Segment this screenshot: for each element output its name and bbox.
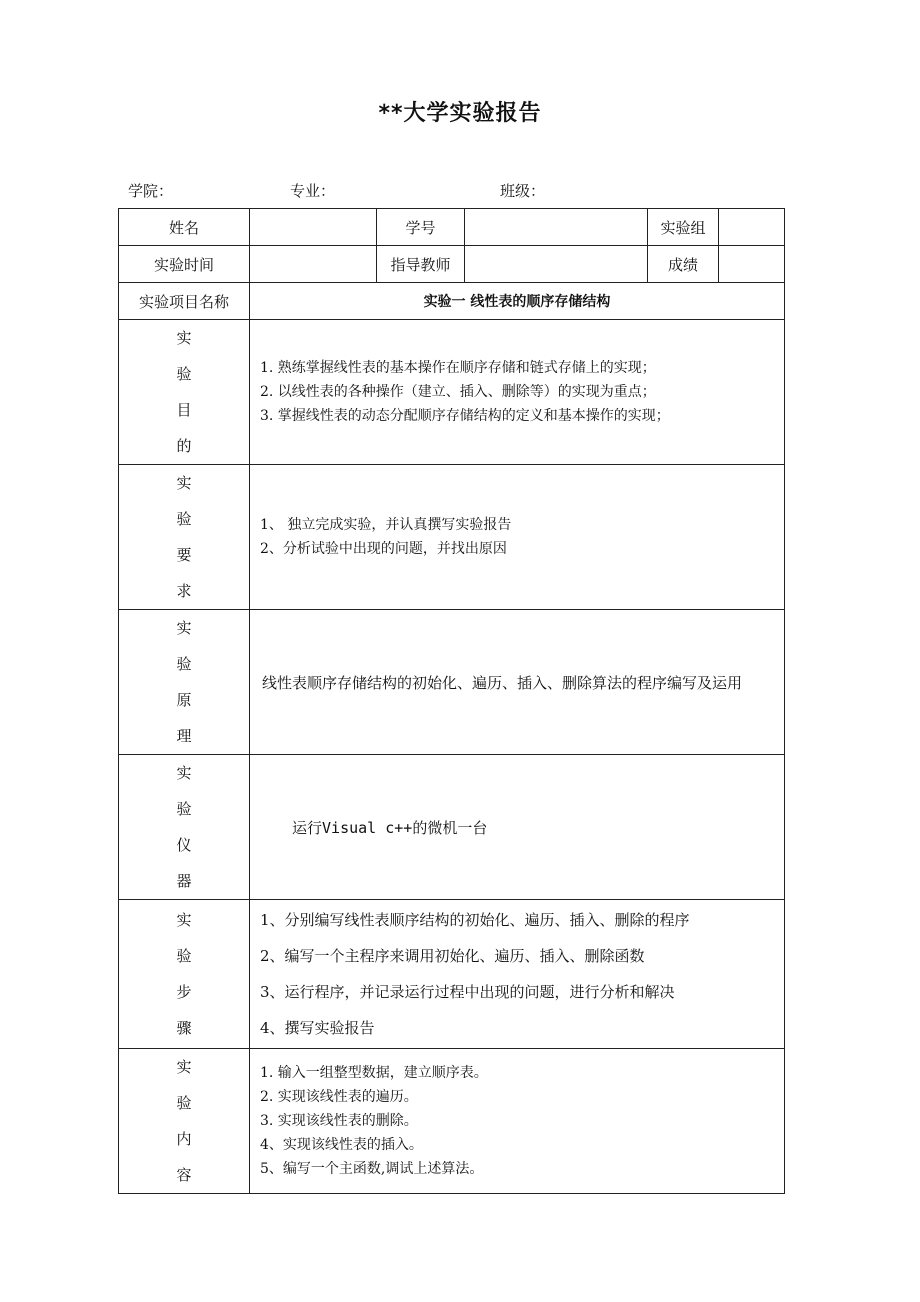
row-instrument [119,755,785,900]
content-label-char: 实 [176,1058,192,1076]
name-value-cell[interactable] [250,209,377,246]
requirement-content [250,465,785,610]
requirement-label-char: 求 [176,582,192,600]
instrument-text-code: Visual c++ [322,818,413,837]
purpose-line: 1. 熟练掌握线性表的基本操作在顺序存储和链式存储上的实现； [260,360,656,376]
principle-label-char: 验 [176,655,192,673]
report-table [118,208,785,1194]
content-label-char: 容 [176,1166,192,1184]
row-steps [119,900,785,1049]
score-value-cell[interactable] [719,246,785,283]
purpose-label-char: 验 [176,365,192,383]
instrument-label-char: 验 [176,800,192,818]
purpose-label [119,320,250,465]
instrument-label-char: 器 [176,872,192,890]
row-content [119,1049,785,1194]
project-label: 实验项目名称 [119,283,250,320]
purpose-line: 2. 以线性表的各种操作（建立、插入、删除等）的实现为重点； [260,384,656,400]
purpose-content [250,320,785,465]
instructor-label: 指导教师 [377,246,465,283]
purpose-label-char: 目 [176,401,192,419]
content-line: 1. 输入一组整型数据，建立顺序表。 [260,1065,488,1081]
steps-line: 2、编写一个主程序来调用初始化、遍历、插入、删除函数 [260,947,645,965]
principle-label-char: 理 [176,727,192,745]
content-line: 3. 实现该线性表的删除。 [260,1113,418,1129]
instrument-content [250,755,785,900]
content-line: 5、编写一个主函数,调试上述算法。 [260,1161,484,1177]
row-project [119,283,785,320]
steps-label-char: 骤 [176,1019,192,1037]
requirement-label-char: 要 [176,546,192,564]
requirement-label-char: 实 [176,474,192,492]
instructor-value-cell[interactable] [465,246,648,283]
steps-label-char: 验 [176,947,192,965]
project-value: 实验一 线性表的顺序存储结构 [250,283,785,320]
steps-line: 1、分别编写线性表顺序结构的初始化、遍历、插入、删除的程序 [260,911,690,929]
instrument-label [119,755,250,900]
page-title: **大学实验报告 [378,101,542,126]
instrument-text-suffix: 的微机一台 [412,818,488,837]
requirement-line: 2、分析试验中出现的问题，并找出原因 [260,541,507,557]
principle-label-char: 原 [176,691,192,709]
row-name [119,209,785,246]
student-id-label: 学号 [377,209,465,246]
instrument-text-prefix: 运行 [292,818,323,837]
time-value-cell[interactable] [250,246,377,283]
steps-label-char: 步 [176,983,192,1001]
instrument-text [260,817,784,838]
requirement-label [119,465,250,610]
steps-line: 4、撰写实验报告 [260,1019,375,1037]
principle-content [250,610,785,755]
principle-label-char: 实 [176,619,192,637]
steps-label-char: 实 [176,911,192,929]
purpose-label-char: 的 [176,437,192,455]
requirement-line: 1、 独立完成实验，并认真撰写实验报告 [260,517,512,533]
content-line: 2. 实现该线性表的遍历。 [260,1089,418,1105]
row-time [119,246,785,283]
content-content [250,1049,785,1194]
requirement-label-char: 验 [176,510,192,528]
score-label: 成绩 [648,246,719,283]
student-id-value-cell[interactable] [465,209,648,246]
purpose-label-char: 实 [176,329,192,347]
content-label-char: 内 [176,1130,192,1148]
content-line: 4、实现该线性表的插入。 [260,1137,423,1153]
principle-label [119,610,250,755]
group-label: 实验组 [648,209,719,246]
content-label [119,1049,250,1194]
class-label: 班级： [500,182,546,200]
name-label: 姓名 [119,209,250,246]
content-label-char: 验 [176,1094,192,1112]
group-value-cell[interactable] [719,209,785,246]
college-label: 学院： [128,182,174,200]
major-label: 专业： [290,182,336,200]
instrument-label-char: 仪 [176,836,192,854]
time-label: 实验时间 [119,246,250,283]
instrument-label-char: 实 [176,764,192,782]
row-principle [119,610,785,755]
steps-content [250,900,785,1049]
purpose-line: 3. 掌握线性表的动态分配顺序存储结构的定义和基本操作的实现； [260,408,670,424]
steps-line: 3、运行程序，并记录运行过程中出现的问题，进行分析和解决 [260,983,675,1001]
info-row [128,180,788,202]
row-requirement [119,465,785,610]
principle-text: 线性表顺序存储结构的初始化、遍历、插入、删除算法的程序编写及运用 [262,673,743,692]
steps-label [119,900,250,1049]
row-purpose [119,320,785,465]
